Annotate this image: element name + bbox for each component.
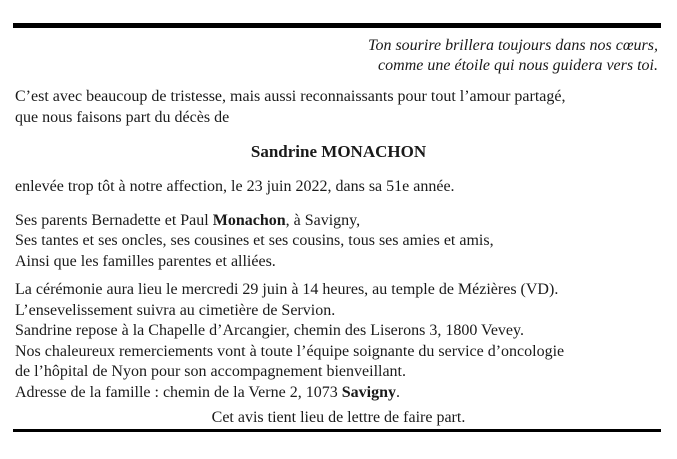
epigraph [0,36,658,76]
address-prefix: Adresse de la famille : chemin de la Verne 2, 1073 [15,383,342,401]
family-line-1-prefix: Ses parents Bernadette et Paul [15,211,213,229]
bottom-rule [13,429,661,432]
epigraph-line-1: Ton sourire brillera toujours dans nos cœurs, [368,37,658,54]
intro-line-1: C’est avec beaucoup de tristesse, mais aussi reconnaissants pour tout l’amour partagé, [15,88,566,105]
intro-line-2: que nous faisons part du décès de [15,108,230,126]
ceremony-paragraph [15,280,662,403]
ceremony-line-4: Nos chaleureux remerciements vont à toute l’équipe soignante du service d’oncologie [15,342,565,360]
intro-paragraph [15,87,662,128]
family-line-3: Ainsi que les familles parentes et alliées. [15,252,276,270]
ceremony-line-1: La cérémonie aura lieu le mercredi 29 juin à 14 heures, au temple de Mézières (VD). [15,281,559,298]
age-line: enlevée trop tôt à notre affection, le 23 juin 2022, dans sa 51e année. [15,178,455,195]
address-town-bold: Savigny [341,383,396,401]
family-paragraph [15,211,662,273]
ceremony-line-2: L’ensevelissement suivra au cimetière de Servion. [15,301,336,319]
ceremony-line-3: Sandrine repose à la Chapelle d’Arcangier, chemin des Liserons 3, 1800 Vevey. [15,322,524,339]
top-rule [13,23,661,28]
deceased-name: Sandrine MONACHON [250,142,427,161]
family-name-bold: Monachon [212,211,286,229]
family-line-2: Ses tantes et ses oncles, ses cousines et ses cousins, tous ses amies et amis, [15,232,494,249]
epigraph-line-2: comme une étoile qui nous guidera vers toi. [378,57,658,74]
family-address-line [15,383,662,404]
family-line-1 [15,211,662,232]
address-suffix: . [395,383,400,401]
ceremony-line-5: de l’hôpital de Nyon pour son accompagnement bienveillant. [15,363,406,380]
family-line-1-suffix: , à Savigny, [285,211,361,229]
closing-line: Cet avis tient lieu de lettre de faire part. [211,409,466,426]
